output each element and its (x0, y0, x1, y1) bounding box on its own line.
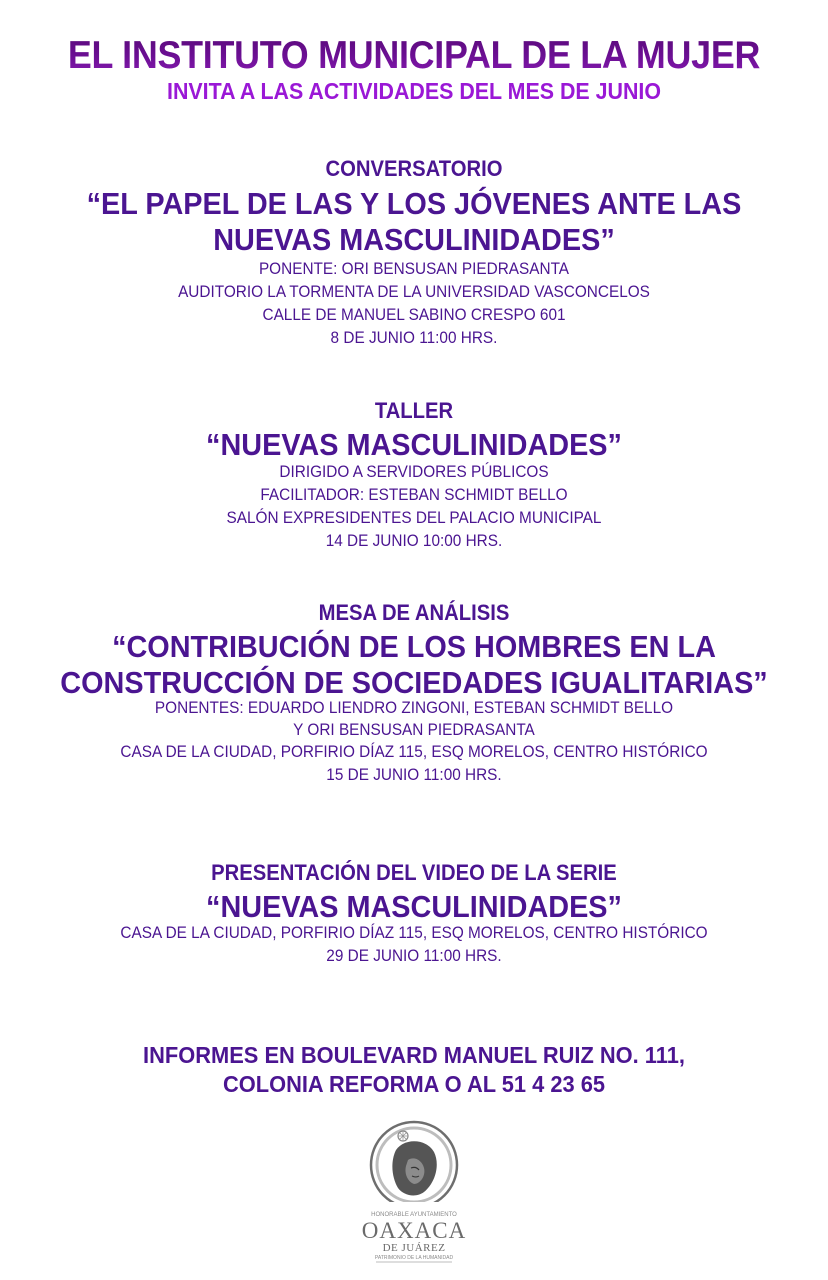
contact-phone-line: COLONIA REFORMA O AL 51 4 23 65 (222, 1071, 606, 1097)
event-facilitator: FACILITADOR: ESTEBAN SCHMIDT BELLO (260, 486, 568, 504)
page-title: EL INSTITUTO MUNICIPAL DE LA MUJER (33, 34, 795, 78)
event-datetime: 15 DE JUNIO 11:00 HRS. (326, 766, 502, 784)
event-speakers: PONENTES: EDUARDO LIENDRO ZINGONI, ESTEBAN SCHMIDT BELLO (154, 699, 674, 717)
logo-sub-name: DE JUÁREZ (382, 1242, 446, 1254)
event-title-line: “CONTRIBUCIÓN DE LOS HOMBRES EN LA (112, 629, 716, 664)
contact-address-line: INFORMES EN BOULEVARD MANUEL RUIZ NO. 111, (143, 1042, 685, 1068)
event-venue: CASA DE LA CIUDAD, PORFIRIO DÍAZ 115, ESQ MORELOS, CENTRO HISTÓRICO (120, 743, 708, 761)
logo-tagline: PATRIMONIO DE LA HUMANIDAD (374, 1255, 454, 1261)
event-speaker: PONENTE: ORI BENSUSAN PIEDRASANTA (258, 260, 570, 278)
event-datetime: 14 DE JUNIO 10:00 HRS. (325, 532, 503, 550)
event-datetime: 29 DE JUNIO 11:00 HRS. (326, 947, 502, 965)
event-audience: DIRIGIDO A SERVIDORES PÚBLICOS (279, 463, 549, 481)
municipal-emblem-icon (356, 1120, 472, 1265)
event-venue: AUDITORIO LA TORMENTA DE LA UNIVERSIDAD VASCONCELOS (178, 283, 650, 301)
page-subtitle: INVITA A LAS ACTIVIDADES DEL MES DE JUNIO (166, 78, 662, 104)
logo-top-text: HONORABLE AYUNTAMIENTO (371, 1212, 457, 1218)
oaxaca-municipal-logo (356, 1120, 472, 1265)
event-title-line: “NUEVAS MASCULINIDADES” (206, 427, 622, 462)
event-address: CALLE DE MANUEL SABINO CRESPO 601 (262, 306, 566, 324)
event-speakers-cont: Y ORI BENSUSAN PIEDRASANTA (293, 721, 535, 739)
event-datetime: 8 DE JUNIO 11:00 HRS. (330, 329, 498, 347)
event-type: MESA DE ANÁLISIS (318, 600, 510, 625)
event-venue: CASA DE LA CIUDAD, PORFIRIO DÍAZ 115, ESQ MORELOS, CENTRO HISTÓRICO (120, 924, 708, 942)
event-type: PRESENTACIÓN DEL VIDEO DE LA SERIE (211, 860, 617, 885)
event-venue: SALÓN EXPRESIDENTES DEL PALACIO MUNICIPAL (226, 509, 602, 527)
event-title-line: CONSTRUCCIÓN DE SOCIEDADES IGUALITARIAS” (60, 665, 768, 700)
event-title-line: NUEVAS MASCULINIDADES” (213, 222, 615, 257)
event-type: TALLER (374, 398, 454, 423)
event-type: CONVERSATORIO (325, 156, 503, 181)
logo-name: OAXACA (361, 1218, 467, 1243)
event-title-line: “NUEVAS MASCULINIDADES” (206, 889, 622, 924)
event-title-line: “EL PAPEL DE LAS Y LOS JÓVENES ANTE LAS (86, 186, 742, 221)
